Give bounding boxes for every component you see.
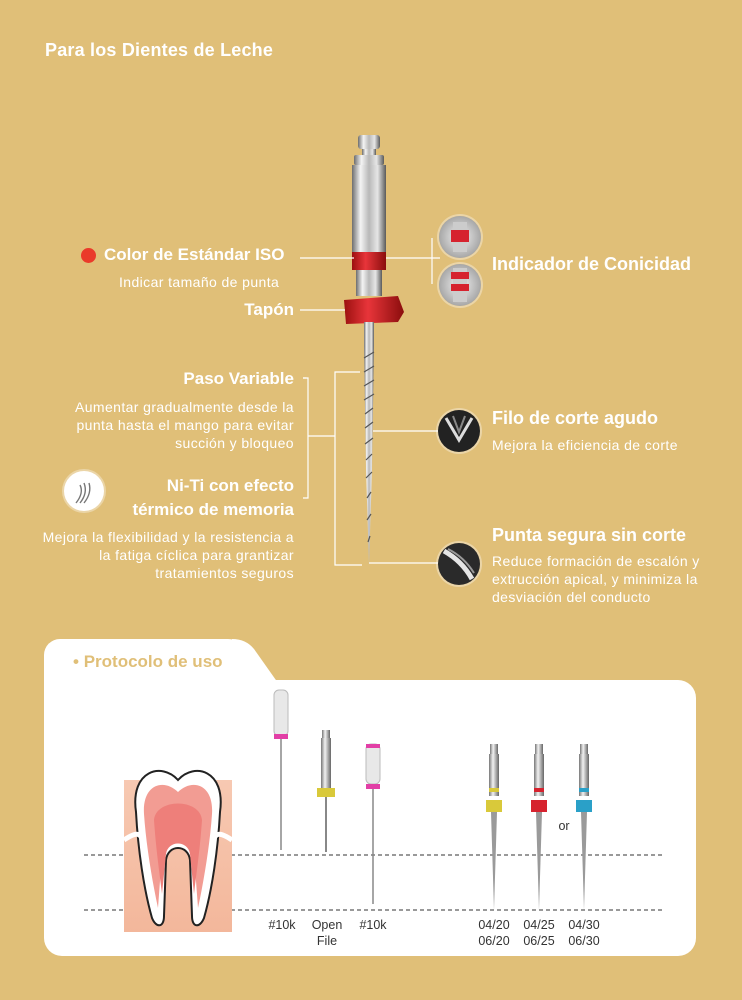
- cutting-edge-label: Filo de corte agudo: [492, 408, 659, 428]
- open-file: [317, 730, 335, 852]
- step-caption-6: 04/30 06/30: [568, 918, 600, 948]
- step-caption-1: #10k: [268, 918, 296, 932]
- file-blade: [364, 346, 374, 565]
- step-caption-5: 04/25 06/25: [523, 918, 555, 948]
- k-file-2: [366, 744, 380, 904]
- or-label: or: [558, 819, 570, 833]
- niti-wire-icon: [64, 471, 104, 511]
- safe-tip-label: Punta segura sin corte: [492, 525, 687, 545]
- cutting-edge-icon: [438, 410, 480, 452]
- niti-label-1: Ni-Ti con efecto: [166, 476, 294, 495]
- tooth-icon: [124, 771, 232, 932]
- file-handle: [352, 135, 386, 255]
- k-file-1: [274, 690, 288, 850]
- safe-tip-sub: Reduce formación de escalón y extrucción apical, y minimiza la desviación del conducto: [492, 553, 700, 605]
- safe-tip-icon: [438, 543, 480, 585]
- niti-label-2: térmico de memoria: [132, 500, 294, 519]
- rotary-file-yellow: [486, 744, 502, 910]
- iso-color-sub: Indicar tamaño de punta: [119, 274, 280, 290]
- niti-sub: Mejora la flexibilidad y la resistencia a la fatiga cíclica para grantizar tratamientos seguros: [42, 529, 294, 581]
- step-caption-4: 04/20 06/20: [478, 918, 510, 948]
- taper-indicator-icon-2: [439, 264, 481, 306]
- iso-color-band: [352, 252, 386, 270]
- rotary-file-blue: [576, 744, 592, 910]
- cap-label: Tapón: [244, 300, 294, 319]
- cutting-edge-sub: Mejora la eficiencia de corte: [492, 437, 678, 453]
- iso-dot-icon: [81, 248, 96, 263]
- variable-pitch-label: Paso Variable: [183, 369, 294, 388]
- variable-pitch-sub: Aumentar gradualmente desde la punta hasta el mango para evitar succión y bloqueo: [74, 399, 294, 451]
- stopper: [344, 296, 404, 324]
- step-caption-2: Open File: [311, 918, 343, 948]
- rotary-file-red: [531, 744, 547, 910]
- taper-indicator-icon: [439, 216, 481, 258]
- page-title: Para los Dientes de Leche: [45, 40, 274, 60]
- protocol-title: • Protocolo de uso: [73, 652, 223, 671]
- taper-label: Indicador de Conicidad: [492, 254, 692, 274]
- iso-color-label: Color de Estándar ISO: [104, 245, 285, 264]
- protocol-illustration: [44, 680, 696, 956]
- step-caption-3: #10k: [359, 918, 387, 932]
